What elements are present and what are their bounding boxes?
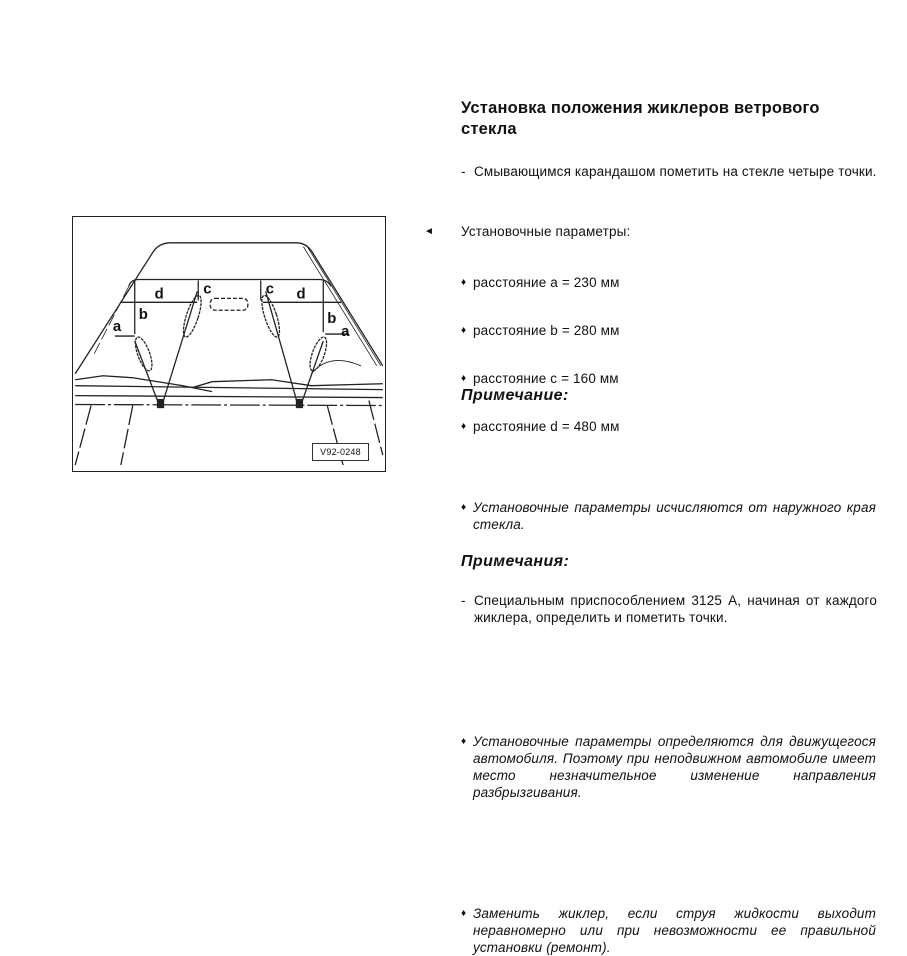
bullet-icon: ♦ — [461, 421, 467, 432]
figure-code: V92-0248 — [312, 443, 369, 461]
windshield-outline — [75, 243, 383, 374]
note-heading: Примечание: — [461, 387, 569, 404]
step-tool: - Специальным приспособлением 3125 А, начиная от каждого жиклера, определить и пометить точки. — [461, 592, 877, 626]
notes-heading: Примечания: — [461, 553, 570, 570]
param-d: ♦ расстояние d = 480 мм — [461, 419, 620, 434]
right-tool-a — [266, 291, 298, 403]
left-tool-a — [135, 341, 159, 404]
bullet-icon: ♦ — [461, 277, 467, 288]
bullet-icon: ♦ — [461, 502, 467, 513]
label-d-left: d — [154, 286, 164, 303]
bullet-icon: ♦ — [461, 736, 467, 747]
label-b-left: b — [138, 307, 148, 324]
label-a-left: a — [112, 319, 122, 336]
params-label: Установочные параметры: — [461, 224, 631, 239]
label-c-right: c — [265, 281, 274, 298]
param-a: ♦ расстояние a = 230 мм — [461, 275, 620, 290]
left-pointer-icon: ◄ — [424, 226, 434, 237]
windshield-jet-diagram — [72, 216, 386, 472]
notes-item: ♦ Заменить жиклер, если струя жидкости выходит неравномерно или при невозможности ее правильной установки (ремонт). — [461, 906, 876, 955]
label-b-right: b — [327, 311, 337, 328]
mirror — [210, 298, 248, 310]
note-item: ♦ Установочные параметры исчисляются от наружного края стекла. — [461, 500, 876, 532]
step-mark-points: - Смывающимся карандашом пометить на стекле четыре точки. — [461, 163, 877, 180]
param-b: ♦ расстояние b = 280 мм — [461, 323, 620, 338]
notes-item: ♦ Установочные параметры определяются для движущегося автомобиля. Поэтому при неподвижном автомобиле имеет место незначительное изменение направления разбрызгивания. — [461, 734, 876, 800]
bullet-icon: ♦ — [461, 373, 467, 384]
label-a-right: a — [341, 324, 350, 341]
bullet-icon: ♦ — [461, 908, 467, 919]
label-d-right: d — [296, 286, 306, 303]
section-title: Установка положения жиклеров ветрового стекла — [461, 99, 820, 138]
label-c-left: c — [203, 281, 212, 298]
param-c: ♦ расстояние c = 160 мм — [461, 371, 619, 386]
bullet-icon: ♦ — [461, 325, 467, 336]
diagram-drawing — [73, 217, 385, 471]
